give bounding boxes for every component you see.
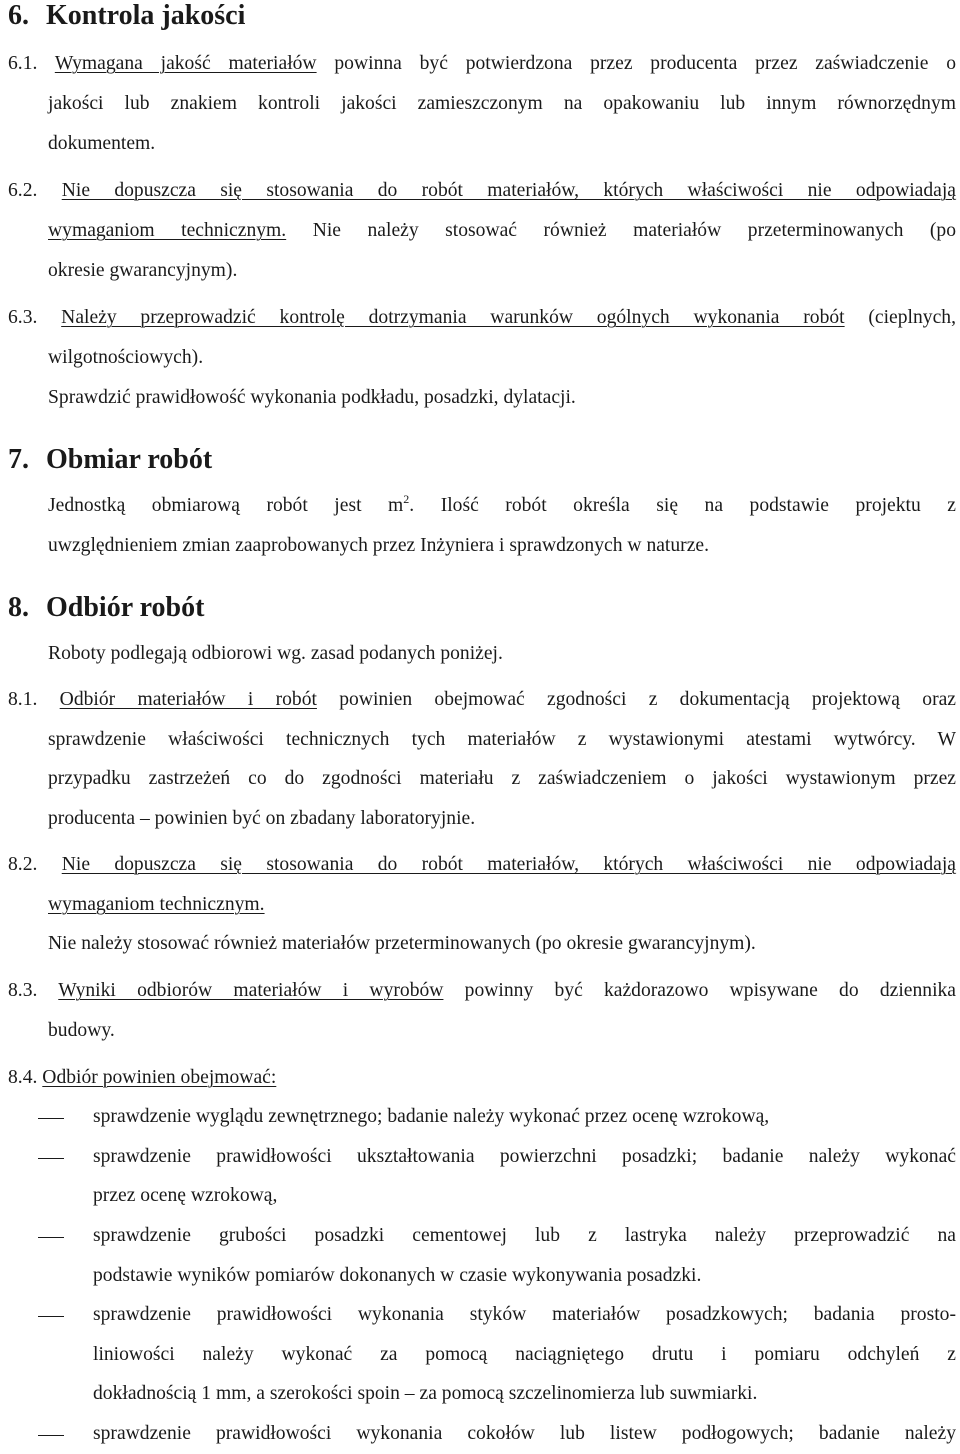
para-number: 6.3.: [8, 307, 38, 328]
bullet-2-line-1: sprawdzenie prawidłowości ukształtowania powierzchni posadzki; badanie należy wykonać: [93, 1146, 956, 1167]
section-7-heading: [8, 444, 212, 476]
section-number: 6.: [8, 0, 29, 31]
dash-bullet: [38, 1435, 64, 1436]
text: . Ilość robót określa się na podstawie projektu z: [409, 495, 956, 516]
bullet-4-line-2: liniowości należy wykonać za pomocą naciągniętego drutu i pomiaru odchyleń z: [93, 1344, 956, 1365]
para-8-2-line-1: [8, 845, 956, 885]
section-6-heading: [8, 0, 245, 32]
para-6-1-line-2: jakości lub znakiem kontroli jakości zamieszczonym na opakowaniu lub innym równorzędnym: [48, 93, 956, 114]
para-8-1-line-3: przypadku zastrzeżeń co do zgodności materiału z zaświadczeniem o jakości wystawionym przez: [48, 768, 956, 789]
underlined-phrase: Odbiór powinien obejmować:: [42, 1067, 277, 1088]
para-6-1-line-3: dokumentem.: [48, 133, 156, 154]
para-number: 8.3.: [8, 980, 38, 1001]
para-6-3-line-1: [8, 298, 956, 338]
dash-bullet: [38, 1118, 64, 1119]
para-6-3-line-2: wilgotnościowych).: [48, 347, 204, 368]
para-number: 8.2.: [8, 854, 38, 875]
para-8-2-line-2: [48, 885, 265, 925]
bullet-3-line-2: podstawie wyników pomiarów dokonanych w czasie wykonywania posadzki.: [93, 1265, 702, 1286]
bullet-5-line-1: sprawdzenie prawidłowości wykonania cokołów lub listew podłogowych; badanie należy: [93, 1423, 956, 1444]
section-8-intro: Roboty podlegają odbiorowi wg. zasad podanych poniżej.: [48, 643, 503, 664]
underlined-phrase: wymaganiom technicznym.: [48, 220, 287, 241]
section-title: Kontrola jakości: [46, 0, 246, 31]
para-6-2-line-2: [48, 211, 956, 251]
para-8-4-line-1: [8, 1058, 276, 1098]
section-number: 8.: [8, 592, 29, 623]
para-8-2-line-3: Nie należy stosować również materiałów przeterminowanych (po okresie gwarancyjnym).: [48, 933, 756, 954]
underlined-phrase: Nie dopuszcza się stosowania do robót materiałów, których właściwości nie odpowiadają: [61, 854, 957, 875]
bullet-1-line-1: sprawdzenie wyglądu zewnętrznego; badanie należy wykonać przez ocenę wzrokową,: [93, 1106, 770, 1127]
para-6-3-line-3: Sprawdzić prawidłowość wykonania podkładu, posadzki, dylatacji.: [48, 387, 576, 408]
underlined-phrase: wymaganiom technicznym.: [48, 894, 265, 915]
underlined-phrase: Należy przeprowadzić kontrolę dotrzymania warunków ogólnych wykonania robót: [61, 307, 845, 328]
section-title: Odbiór robót: [46, 592, 205, 623]
bullet-4-line-1: sprawdzenie prawidłowości wykonania styków materiałów posadzkowych; badania prosto-: [93, 1304, 956, 1325]
text: (cieplnych,: [868, 307, 956, 328]
text: Nie należy stosować również materiałów przeterminowanych (po: [312, 220, 956, 241]
dash-bullet: [38, 1316, 64, 1317]
para-number: 6.1.: [8, 53, 38, 74]
para-8-3-line-1: [8, 971, 956, 1011]
para-number: 8.1.: [8, 689, 38, 710]
text: powinna być potwierdzona przez producenta przez zaświadczenie o: [334, 53, 956, 74]
underlined-phrase: Wymagana jakość materiałów: [54, 53, 317, 74]
section-title: Obmiar robót: [46, 444, 213, 475]
dash-bullet: [38, 1237, 64, 1238]
underlined-phrase: Odbiór materiałów i robót: [59, 689, 317, 710]
para-number: 6.2.: [8, 180, 38, 201]
section-number: 7.: [8, 444, 29, 475]
underlined-phrase: Nie dopuszcza się stosowania do robót materiałów, których właściwości nie odpowiadają: [61, 180, 957, 201]
superscript: 2: [403, 492, 410, 506]
text: powinny być każdorazowo wpisywane do dziennika: [464, 980, 957, 1001]
section-7-line-2: uwzględnieniem zmian zaaprobowanych przez Inżyniera i sprawdzonych w naturze.: [48, 535, 709, 556]
section-7-line-1: [48, 486, 956, 526]
underlined-phrase: Wyniki odbiorów materiałów i wyrobów: [58, 980, 444, 1001]
para-8-1-line-1: [8, 680, 956, 720]
para-8-1-line-2: sprawdzenie właściwości technicznych tych materiałów z wystawionymi atestami wytwórcy. W: [48, 729, 956, 750]
dash-bullet: [38, 1158, 64, 1159]
bullet-3-line-1: sprawdzenie grubości posadzki cementowej lub z lastryka należy przeprowadzić na: [93, 1225, 956, 1246]
bullet-4-line-3: dokładnością 1 mm, a szerokości spoin – za pomocą szczelinomierza lub suwmiarki.: [93, 1383, 758, 1404]
text: Jednostką obmiarową robót jest m: [48, 495, 404, 516]
para-number: 8.4.: [8, 1067, 38, 1088]
para-6-2-line-1: [8, 171, 956, 211]
para-6-1-line-1: [8, 44, 956, 84]
para-6-2-line-3: okresie gwarancyjnym).: [48, 260, 238, 281]
text: powinien obejmować zgodności z dokumentacją projektową oraz: [339, 689, 956, 710]
para-8-3-line-2: budowy.: [48, 1020, 115, 1041]
section-8-heading: [8, 592, 204, 624]
bullet-2-line-2: przez ocenę wzrokową,: [93, 1185, 278, 1206]
para-8-1-line-4: producenta – powinien być on zbadany laboratoryjnie.: [48, 808, 476, 829]
